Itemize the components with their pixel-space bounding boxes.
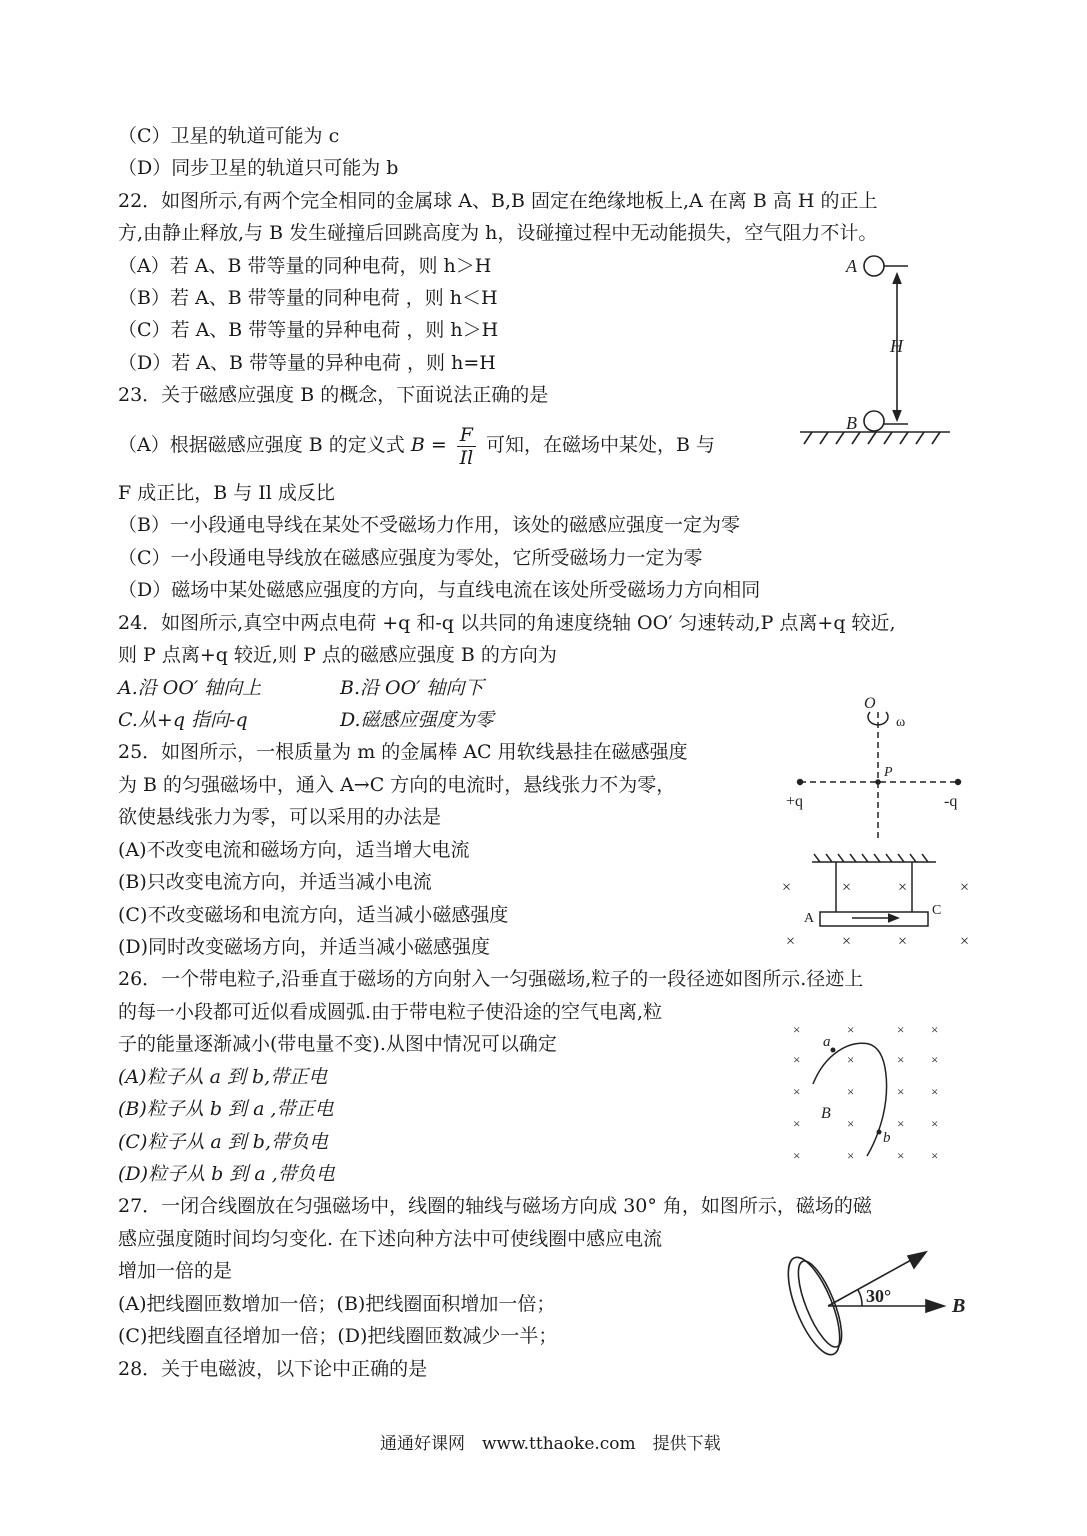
svg-text:×: × (847, 1148, 855, 1163)
question-24-option-a: A.沿 OO′ 轴向上 (118, 677, 262, 699)
point-a-label: a (823, 1034, 831, 1050)
question-24-option-d: D.磁感应强度为零 (340, 709, 494, 731)
svg-text:×: × (897, 1084, 905, 1099)
question-26-line3: 子的能量逐渐减小(带电量不变).从图中情况可以确定 (118, 1033, 557, 1055)
question-27-line3: 增加一倍的是 (118, 1260, 233, 1282)
height-label: H (890, 336, 903, 356)
figure-26-track (785, 1018, 965, 1168)
svg-text:×: × (931, 1052, 939, 1067)
question-23-option-a (118, 420, 715, 470)
formula-denominator: Il (459, 446, 474, 469)
figure-25-rod (780, 848, 990, 958)
svg-text:×: × (793, 1148, 801, 1163)
question-22-line2: 方,由静止释放,与 B 发生碰撞后回跳高度为 h，设碰撞过程中无动能损失，空气阻力不计。 (118, 222, 878, 244)
question-22-option-c: （C）若 A、B 带等量的异种电荷 ，则 h＞H (118, 319, 499, 341)
question-24-option-b: B.沿 OO′ 轴向下 (340, 677, 484, 699)
axis-o-label: O (864, 695, 876, 712)
minus-q-label: -q (944, 793, 958, 810)
svg-text:×: × (793, 1084, 801, 1099)
svg-text:×: × (897, 1116, 905, 1131)
question-25-option-a: (A)不改变电流和磁场方向，适当增大电流 (118, 839, 470, 861)
svg-text:×: × (931, 1022, 939, 1037)
svg-text:×: × (847, 1052, 855, 1067)
question-23-stem: 23．关于磁感应强度 B 的概念，下面说法正确的是 (118, 384, 549, 406)
page-footer: 通通好课网 www.tthaoke.com 提供下载 (380, 1434, 721, 1454)
svg-text:×: × (786, 933, 796, 950)
svg-text:×: × (847, 1084, 855, 1099)
rod-end-a-label: A (804, 911, 815, 926)
sphere-b-label: B (846, 413, 857, 433)
question-23-option-d: （D）磁场中某处磁感应强度的方向，与直线电流在该处所受磁场力方向相同 (118, 579, 761, 601)
sphere-a-label: A (846, 256, 857, 276)
option-d-satellite: （D）同步卫星的轨道只可能为 b (118, 157, 399, 179)
question-28-stem: 28．关于电磁波，以下论中正确的是 (118, 1358, 428, 1380)
question-25-option-b: (B)只改变电流方向，并适当减小电流 (118, 871, 432, 893)
svg-text:×: × (793, 1022, 801, 1037)
field-b-label: B (952, 1295, 966, 1317)
question-26-option-b: (B)粒子从 b 到 a ,带正电 (118, 1098, 334, 1120)
svg-text:×: × (960, 933, 970, 950)
question-22-option-b: （B）若 A、B 带等量的同种电荷 ，则 h＜H (118, 287, 498, 309)
formula-numerator: F (457, 424, 476, 447)
omega-label: ω (896, 715, 906, 730)
angle-label: 30° (866, 1286, 892, 1306)
question-22-line1: 22．如图所示,有两个完全相同的金属球 A、B,B 固定在绝缘地板上,A 在离 B 高 H 的正上 (118, 190, 878, 212)
svg-text:×: × (847, 1116, 855, 1131)
question-24-line2: 则 P 点离+q 较近,则 P 点的磁感应强度 B 的方向为 (118, 644, 557, 666)
question-25-line2: 为 B 的匀强磁场中，通入 A→C 方向的电流时，悬线张力不为零， (118, 774, 676, 796)
question-25-line1: 25．如图所示，一根质量为 m 的金属棒 AC 用软线悬挂在磁感强度 (118, 741, 688, 763)
svg-text:×: × (842, 879, 852, 896)
svg-text:×: × (793, 1116, 801, 1131)
question-26-option-c: (C)粒子从 a 到 b,带负电 (118, 1131, 329, 1153)
question-27-line2: 感应强度随时间均匀变化. 在下述向种方法中可使线圈中感应电流 (118, 1228, 663, 1250)
svg-text:×: × (898, 879, 908, 896)
question-25-option-d: (D)同时改变磁场方向，并适当减小磁感强度 (118, 936, 491, 958)
svg-text:×: × (931, 1148, 939, 1163)
svg-text:×: × (960, 879, 970, 896)
option-a-prefix: （A）根据磁感应强度 B 的定义式 (118, 434, 405, 456)
question-26-line2: 的每一小段都可近似看成圆弧.由于带电粒子使沿途的空气电离,粒 (118, 1001, 663, 1023)
question-27-options-ab: (A)把线圈匝数增加一倍；(B)把线圈面积增加一倍； (118, 1293, 556, 1315)
svg-text:×: × (898, 933, 908, 950)
figure-22-spheres (790, 248, 1010, 468)
formula-fraction (457, 424, 476, 469)
formula-lhs: B = (410, 434, 447, 456)
question-22-option-a: （A）若 A、B 带等量的同种电荷，则 h＞H (118, 255, 492, 277)
svg-text:×: × (897, 1148, 905, 1163)
point-p-label: P (884, 765, 893, 780)
svg-text:×: × (931, 1116, 939, 1131)
question-23-option-a-cont: F 成正比，B 与 Il 成反比 (118, 482, 335, 504)
figure-27-coil (780, 1240, 980, 1370)
question-25-option-c: (C)不改变磁场和电流方向，适当减小磁感强度 (118, 904, 509, 926)
point-b-label: b (883, 1130, 891, 1146)
question-22-option-d: （D）若 A、B 带等量的异种电荷 ，则 h=H (118, 352, 496, 374)
figure-24-charges (780, 690, 980, 840)
plus-q-label: +q (786, 793, 804, 810)
question-26-option-d: (D)粒子从 b 到 a ,带负电 (118, 1163, 335, 1185)
question-23-option-c: （C）一小段通电导线放在磁感应强度为零处，它所受磁场力一定为零 (118, 547, 703, 569)
svg-text:×: × (782, 879, 792, 896)
rod-end-c-label: C (932, 903, 942, 918)
svg-text:×: × (793, 1052, 801, 1067)
question-25-line3: 欲使悬线张力为零，可以采用的办法是 (118, 806, 442, 828)
option-a-suffix: 可知，在磁场中某处，B 与 (486, 434, 716, 456)
svg-text:×: × (931, 1084, 939, 1099)
svg-text:×: × (897, 1052, 905, 1067)
question-27-options-cd: (C)把线圈直径增加一倍；(D)把线圈匝数减少一半； (118, 1325, 558, 1347)
svg-text:×: × (847, 1022, 855, 1037)
field-b-label: B (821, 1105, 831, 1122)
question-27-line1: 27．一闭合线圈放在匀强磁场中，线圈的轴线与磁场方向成 30° 角，如图所示，磁场的磁 (118, 1195, 872, 1217)
question-23-option-b: （B）一小段通电导线在某处不受磁场力作用，该处的磁感应强度一定为零 (118, 514, 740, 536)
question-26-option-a: (A)粒子从 a 到 b,带正电 (118, 1066, 328, 1088)
question-26-line1: 26．一个带电粒子,沿垂直于磁场的方向射入一匀强磁场,粒子的一段径迹如图所示.径迹上 (118, 968, 864, 990)
option-c-satellite: （C）卫星的轨道可能为 c (118, 125, 340, 147)
question-24-line1: 24．如图所示,真空中两点电荷 +q 和-q 以共同的角速度绕轴 OO′ 匀速转动,P 点离+q 较近, (118, 612, 896, 634)
svg-text:×: × (897, 1022, 905, 1037)
svg-text:×: × (842, 933, 852, 950)
question-24-option-c: C.从+q 指向-q (118, 709, 248, 731)
